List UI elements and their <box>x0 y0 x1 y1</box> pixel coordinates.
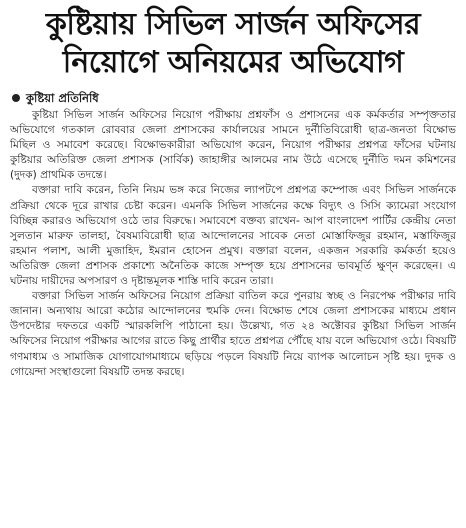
headline-line-2: নিয়োগে অনিয়মের অভিযোগ <box>62 45 404 80</box>
article-body <box>10 108 456 380</box>
headline <box>10 6 456 82</box>
paragraph-1: কুষ্টিয়া সিভিল সার্জন অফিসের নিয়োগ পরীক্ষায় প্রশ্নফাঁস ও প্রশাসনের এক কর্মকর্তার সম্পৃক্ততার অভিযোগে গতকাল রোববার জেলা প্রশাসকের কার্যালয়ের সামনে দুর্নীতিবিরোধী ছাত্র-জনতা বিক্ষোভ মিছিল ও সমাবেশ করেছে। বিক্ষোভকারীরা অভিযোগ করেন, নিয়োগ পরীক্ষার প্রশ্নপত্র ফাঁসের ঘটনায় কুষ্টিয়ার অতিরিক্ত জেলা প্রশাসক (সার্বিক) জাহাঙ্গীর আলমের নাম উঠে এসেছে দুর্নীতি দমন কমিশনের (দুদক) প্রাথমিক তদন্তে। <box>10 109 456 182</box>
byline <box>10 90 456 106</box>
paragraph-2: বক্তারা দাবি করেন, তিনি নিয়ম ভঙ্গ করে নিজের ল্যাপটপে প্রশ্নপত্র কম্পোজ এবং সিভিল সার্জনকে প্রক্রিয়া থেকে দূরে রাখার চেষ্টা করেন। এমনকি সিভিল সার্জনের কক্ষে বিদ্যুৎ ও সিসি ক্যামেরা সংযোগ বিচ্ছিন্ন করারও অভিযোগ ওঠে তার বিরুদ্ধে। সমাবেশে বক্তব্য রাখেন- আপ বাংলাদেশ পার্টির কেন্দ্রীয় নেতা সুলতান মারুফ তালহা, বৈষম্যবিরোধী ছাত্র আন্দোলনের সাবেক নেতা মোস্তাফিজুর রহমান, মস্তাফিজুর রহমান পলাশ, আলী মুজাহিদ, ইমরান হোসেন প্রমুখ। বক্তারা বলেন, একজন সরকারি কর্মকর্তা হয়েও অতিরিক্ত জেলা প্রশাসক প্রকাশ্যে অনৈতিক কাজে সম্পৃক্ত হয়ে প্রশাসনের ভাবমূর্তি ক্ষুণ্ন করেছেন। এ ঘটনায় দায়ীদের অপসারণ ও দৃষ্টান্তমূলক শাস্তি দাবি করেন তারা। <box>10 184 456 288</box>
headline-line-1: কুষ্টিয়ায় সিভিল সার্জন অফিসের <box>45 7 421 42</box>
byline-text: কুষ্টিয়া প্রতিনিধি <box>26 91 99 105</box>
paragraph-3: বক্তারা সিভিল সার্জন অফিসের নিয়োগ প্রক্রিয়া বাতিল করে পুনরায় স্বচ্ছ ও নিরপেক্ষ পরীক্ষার দাবি জানান। অন্যথায় আরো কঠোর আন্দোলনের হুমকি দেন। বিক্ষোভ শেষে জেলা প্রশাসকের মাধ্যমে প্রধান উপদেষ্টার দফতরে একটি স্মারকলিপি পাঠানো হয়। উল্লেখ্য, গত ২৪ অক্টোবর কুষ্টিয়া সিভিল সার্জন অফিসের নিয়োগ পরীক্ষার আগের রাতে কিছু প্রার্থীর হাতে প্রশ্নপত্র পৌঁছে যায় বলে অভিযোগ ওঠে। বিষয়টি গণমাধ্যম ও সামাজিক যোগাযোগমাধ্যমে ছড়িয়ে পড়লে বিষয়টি নিয়ে ব্যাপক আলোচন সৃষ্টি হয়। দুদক ও গোয়েন্দা সংস্থাগুলো বিষয়টি তদন্ত করছে। <box>10 290 456 378</box>
bullet-icon <box>12 94 20 102</box>
